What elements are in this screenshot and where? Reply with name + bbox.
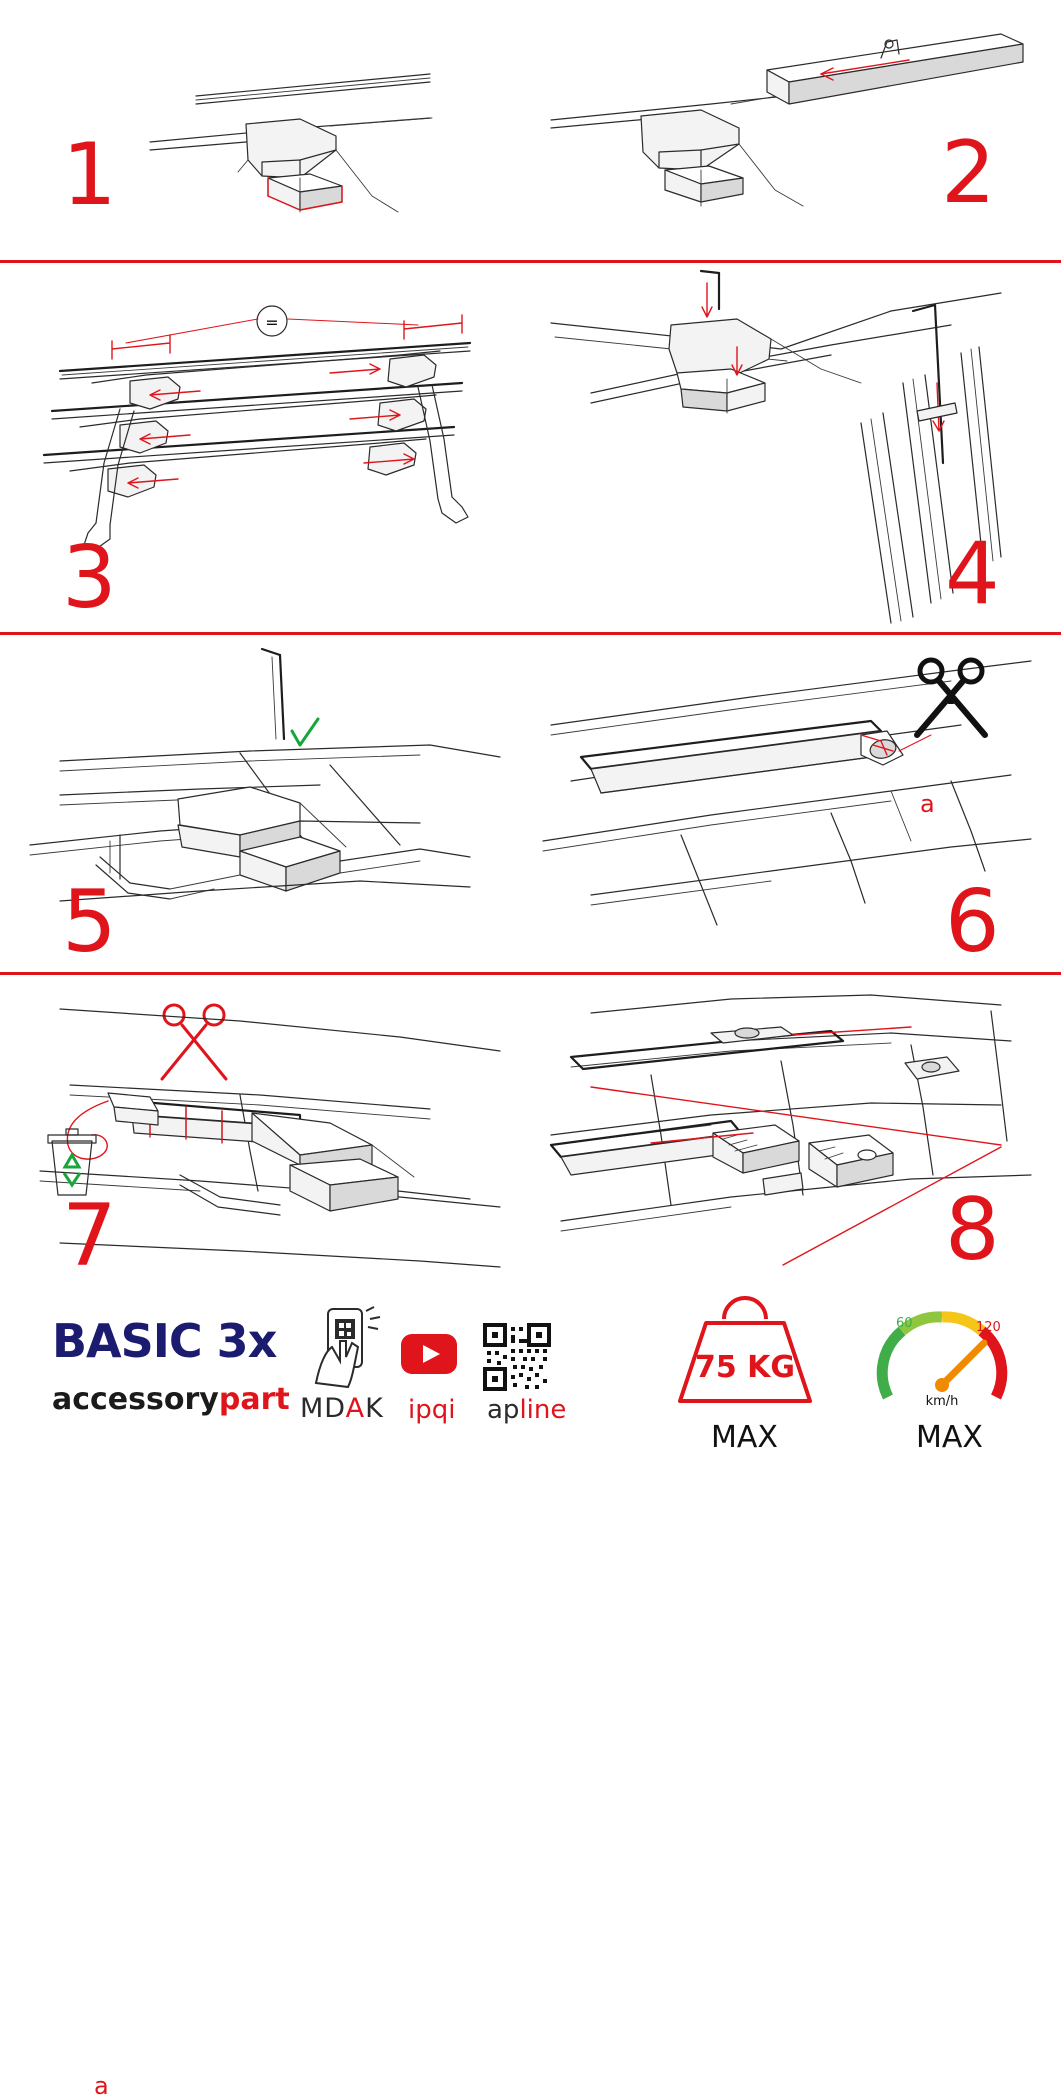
step-4-panel bbox=[531, 263, 1061, 630]
step-number-8: 8 bbox=[945, 1180, 1000, 1280]
step-2-panel bbox=[531, 0, 1061, 258]
equal-symbol: = bbox=[265, 313, 279, 332]
step-number-6: 6 bbox=[945, 872, 1000, 972]
speed-unit: km/h bbox=[925, 1394, 959, 1409]
brand-name-part2: part bbox=[218, 1382, 290, 1417]
logo-ipqi: ipqi bbox=[408, 1395, 456, 1425]
check-mark-icon bbox=[292, 719, 318, 745]
hand-phone-qr-icon bbox=[310, 1305, 390, 1391]
max-speed-label: MAX bbox=[916, 1420, 983, 1455]
logo-apline-accent: line bbox=[519, 1395, 567, 1425]
step-8-panel bbox=[531, 975, 1061, 1285]
logo-mdak-text: MD bbox=[300, 1393, 346, 1424]
brand-name bbox=[52, 1381, 292, 1419]
logo-mdak-tail: K bbox=[365, 1393, 384, 1424]
logo-mdak bbox=[300, 1393, 384, 1424]
logo-mdak-accent: A bbox=[345, 1393, 366, 1424]
max-load-icon bbox=[660, 1297, 830, 1417]
youtube-icon[interactable] bbox=[400, 1333, 458, 1375]
step-1-panel bbox=[0, 0, 530, 258]
max-load-value: 75 KG bbox=[694, 1350, 796, 1385]
label-a-step6: a bbox=[920, 790, 935, 818]
step-6-panel bbox=[531, 635, 1061, 970]
qr-code-icon[interactable] bbox=[483, 1323, 551, 1391]
brand-title-text: BASIC 3 bbox=[52, 1314, 248, 1368]
footer bbox=[0, 1285, 1061, 1500]
brand-title bbox=[52, 1315, 292, 1367]
speed-tick-min: 60 bbox=[896, 1316, 913, 1331]
step-5-panel bbox=[0, 635, 530, 970]
step-number-1: 1 bbox=[62, 125, 117, 225]
logo-apline bbox=[487, 1395, 566, 1425]
step-number-7: 7 bbox=[62, 1186, 117, 1286]
brand-name-part1: accessory bbox=[52, 1382, 219, 1417]
step-number-4: 4 bbox=[945, 524, 1000, 624]
logo-apline-text: ap bbox=[487, 1395, 520, 1425]
brand-block bbox=[52, 1315, 292, 1419]
speed-tick-max: 120 bbox=[976, 1320, 1001, 1335]
step-3-panel bbox=[0, 263, 530, 630]
max-speed-icon bbox=[872, 1301, 1012, 1419]
label-a-step7: a bbox=[94, 2072, 109, 2100]
max-load-label: MAX bbox=[711, 1420, 778, 1455]
step-number-5: 5 bbox=[62, 872, 117, 972]
step-number-3: 3 bbox=[62, 528, 117, 628]
brand-title-suffix: x bbox=[247, 1314, 277, 1368]
step-number-2: 2 bbox=[941, 123, 996, 223]
